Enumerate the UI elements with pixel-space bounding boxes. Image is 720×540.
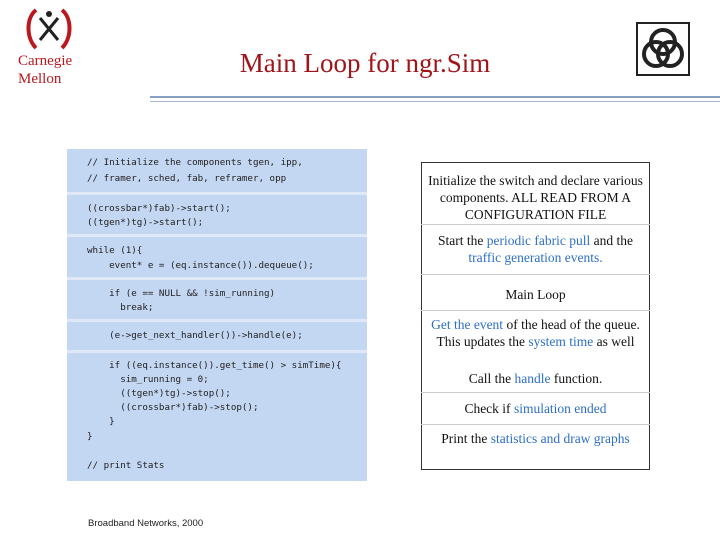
step-initialize: Initialize the switch and declare various components. ALL READ FROM A CONFIGURATION FILE (428, 173, 643, 222)
code-separator (67, 350, 367, 353)
code-line: if (e == NULL && !sim_running) (87, 288, 276, 299)
step-start-text: Start the (438, 233, 487, 248)
code-line: sim_running = 0; (87, 374, 209, 385)
step-divider (421, 224, 650, 225)
header-rule-thin (150, 101, 720, 102)
code-separator (67, 192, 367, 195)
code-line: if ((eq.instance()).get_time() > simTime){ (87, 360, 342, 371)
code-line: ((crossbar*)fab)->start(); (87, 203, 231, 214)
footer-text: Broadband Networks, 2000 (88, 518, 204, 529)
code-line: // framer, sched, fab, reframer, opp (87, 173, 287, 184)
step-divider (421, 274, 650, 275)
step-get-event-highlight: Get the event (431, 317, 504, 332)
code-line: while (1){ (87, 245, 143, 256)
step-print-stats-text: Print the (441, 431, 491, 446)
step-get-event (421, 316, 650, 350)
code-line: // print Stats (87, 460, 165, 471)
code-line: break; (87, 302, 154, 313)
step-start-highlight: periodic fabric pull (486, 233, 591, 248)
code-separator (67, 277, 367, 280)
code-separator (67, 234, 367, 237)
step-call-handle (421, 370, 650, 387)
step-call-handle-highlight: handle (514, 371, 551, 386)
step-call-handle-text: Call the (468, 371, 515, 386)
code-line: ((tgen*)tg)->stop(); (87, 388, 231, 399)
triangle-knot-icon (636, 22, 690, 76)
code-line: event* e = (eq.instance()).dequeue(); (87, 260, 314, 271)
step-call-handle-text-2: function. (550, 371, 603, 386)
code-line: ((tgen*)tg)->start(); (87, 217, 204, 228)
step-get-event-text-2: as well (593, 334, 635, 349)
code-panel (67, 149, 367, 481)
header-rule (150, 96, 720, 98)
code-line: } (87, 431, 93, 442)
code-line: // Initialize the components tgen, ipp, (87, 157, 303, 168)
step-divider (421, 392, 650, 393)
step-start-text-2: and the (590, 233, 633, 248)
step-get-event-highlight-2: system time (528, 334, 594, 349)
step-print-stats-highlight: statistics and draw graphs (490, 431, 630, 446)
step-print-stats (421, 430, 650, 447)
step-start-highlight-2: traffic generation events. (468, 250, 603, 265)
step-divider (421, 424, 650, 425)
step-divider (421, 310, 650, 311)
step-check-end-text: Check if (464, 401, 514, 416)
code-line: ((crossbar*)fab)->stop(); (87, 402, 259, 413)
cmu-logo-icon (22, 4, 76, 54)
step-main-loop: Main Loop (505, 287, 566, 302)
university-name: Carnegie Mellon (18, 53, 73, 87)
step-start (421, 232, 650, 266)
code-line: (e->get_next_handler())->handle(e); (87, 330, 303, 341)
page-title: Main Loop for ngr.Sim (239, 48, 491, 78)
code-separator (67, 319, 367, 322)
step-check-end-highlight: simulation ended (513, 401, 607, 416)
step-check-end (421, 400, 650, 417)
step-get-event-text: of the head of the queue. This updates the (436, 317, 640, 349)
code-line: } (87, 416, 115, 427)
